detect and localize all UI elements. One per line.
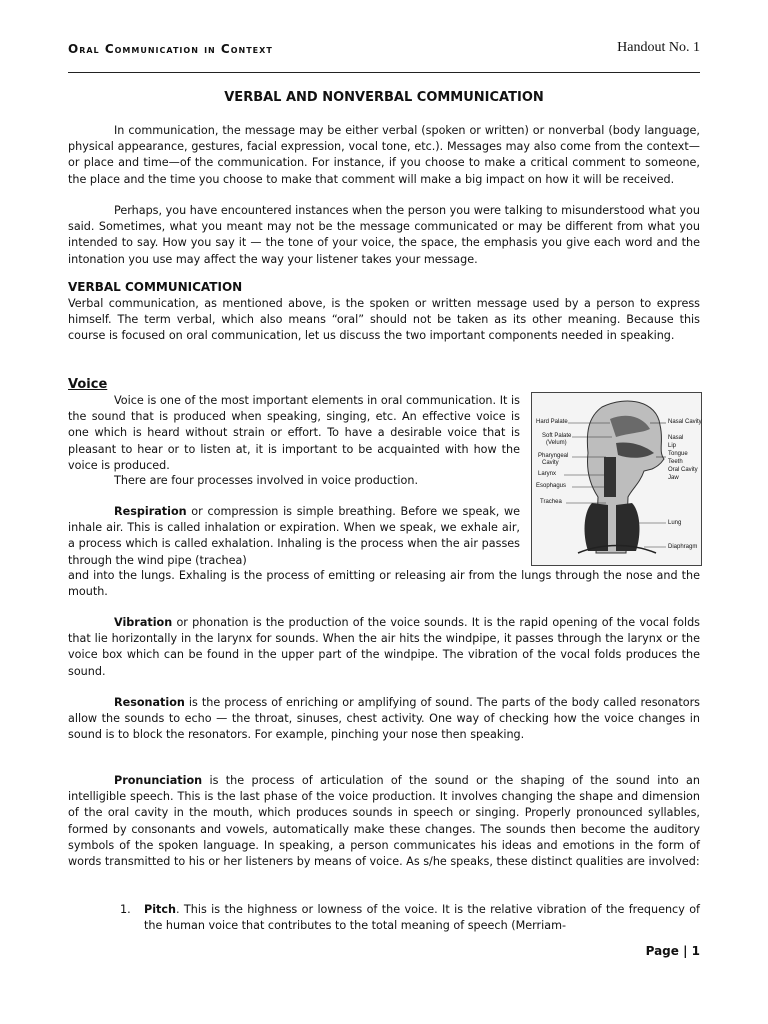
label-jaw: Jaw <box>668 475 679 481</box>
pronunciation-term: Pronunciation <box>114 774 203 787</box>
label-cavity: Cavity <box>542 460 559 466</box>
resonation-term: Resonation <box>114 696 185 709</box>
label-soft-palate: Soft Palate <box>542 433 572 439</box>
verbal-paragraph: Verbal communication, as mentioned above, is the spoken or written message used by a person to express himself. The term verbal, which also means “oral” should not be taken as its other meaning. Because this course is focused on oral communication, let us discuss the two important components needed in speaking. <box>68 297 700 343</box>
label-pharyngeal: Pharyngeal <box>538 453 569 459</box>
header-rule <box>68 72 700 73</box>
resonation-text: is the process of enriching or amplifying of sound. The parts of the body called resonators allow the sounds to echo — the throat, sinuses, chest activity. One way of checking how the voice changes in sound is to block the resonators. For example, pinching your nose then speaking. <box>68 696 700 742</box>
label-trachea: Trachea <box>540 499 562 505</box>
label-esophagus: Esophagus <box>536 483 567 489</box>
voice-processes-intro: There are four processes involved in voice production. <box>114 474 419 487</box>
label-teeth: Teeth <box>668 459 683 465</box>
pronunciation-text: is the process of articulation of the sound or the shaping of the sound into an intelligible speech. This is the last phase of the voice production. It involves changing the shape and dimension of the oral cavity in the mouth, which produces sounds in speech or singing. Properly pronounced syllables, formed by consonants and vowels, automatically make these changes. The sounds then become the auditory symbols of the spoken language. In speaking, a person communicates his ideas and emotions in the form of words transmitted to his or her listeners by means of voice. As s/he speaks, these distinct qualities are involved: <box>68 774 700 869</box>
vocal-anatomy-figure <box>531 392 702 566</box>
vibration-term: Vibration <box>114 616 173 629</box>
pitch-term: Pitch <box>144 903 176 916</box>
pronunciation-paragraph <box>68 773 700 870</box>
label-nasal: Nasal <box>668 435 684 441</box>
handout-number: Handout No. 1 <box>617 40 700 55</box>
list-number: 1. <box>120 903 131 916</box>
label-velum: (Velum) <box>546 440 567 446</box>
label-hard-palate: Hard Palate <box>536 419 568 425</box>
vibration-text: or phonation is the production of the voice sounds. It is the rapid opening of the vocal folds that lie horizontally in the larynx for sounds. When the air hits the windpipe, it passes through the larynx or the voice box which can be found in the upper part of the windpipe. The vibration of the vocal folds produces the sound. <box>68 616 700 678</box>
label-oral-cavity: Oral Cavity <box>668 467 698 473</box>
label-tongue: Tongue <box>668 451 688 457</box>
respiration-continuation: and into the lungs. Exhaling is the process of emitting or releasing air from the lungs through the nose and the mouth. <box>68 569 700 599</box>
voice-heading: Voice <box>68 377 108 392</box>
document-page <box>68 0 700 1024</box>
page-header <box>68 40 700 60</box>
vibration-paragraph <box>68 615 700 680</box>
course-title: Oral Communication in Context <box>68 42 273 56</box>
voice-paragraph: Voice is one of the most important elements in oral communication. It is the sound that is produced when speaking, singing, etc. An effective voice is one which is heard without strain or effort. To have a desirable voice that is pleasant to hear or to listen at, it is important to be acquainted with how the voice is produced. <box>68 394 520 472</box>
voice-qualities-list-item-1 <box>120 902 700 934</box>
respiration-text: or compression is simple breathing. Before we speak, we inhale air. This is called inhalation or expiration. When we speak, we exhale air, a process which is called exhalation. Inhaling is the process when the air passes through the wind pipe (trachea) <box>68 505 520 567</box>
label-lung: Lung <box>668 520 682 526</box>
document-title: VERBAL AND NONVERBAL COMMUNICATION <box>224 90 544 105</box>
respiration-term: Respiration <box>114 505 187 518</box>
label-diaphragm: Diaphragm <box>668 544 698 550</box>
pitch-text: . This is the highness or lowness of the voice. It is the relative vibration of the frequency of the human voice that contributes to the total meaning of speech (Merriam- <box>144 903 700 933</box>
intro-paragraph-2: Perhaps, you have encountered instances when the person you were talking to misunderstood what you said. Sometimes, what you meant may not be the message communicated or may be different from what you intended to say. How you say it — the tone of your voice, the space, the emphasis you give each word and the intonation you use may affect the way your listener takes your message. <box>68 204 700 266</box>
resonation-paragraph <box>68 695 700 744</box>
label-larynx: Larynx <box>538 471 557 477</box>
page-number: Page | 1 <box>645 944 700 958</box>
intro-paragraph-1: In communication, the message may be either verbal (spoken or written) or nonverbal (body language, physical appearance, gestures, facial expression, vocal tone, etc.). Messages may also come from the context—or place and time—of the communication. For instance, if you choose to make a critical comment to someone, the place and the time you choose to make that comment will make a big impact on how it will be received. <box>68 124 700 186</box>
respiration-paragraph <box>68 504 520 569</box>
label-nasal-cavity: Nasal Cavity <box>668 419 702 425</box>
label-lip: Lip <box>668 443 677 449</box>
verbal-heading: VERBAL COMMUNICATION <box>68 280 243 294</box>
